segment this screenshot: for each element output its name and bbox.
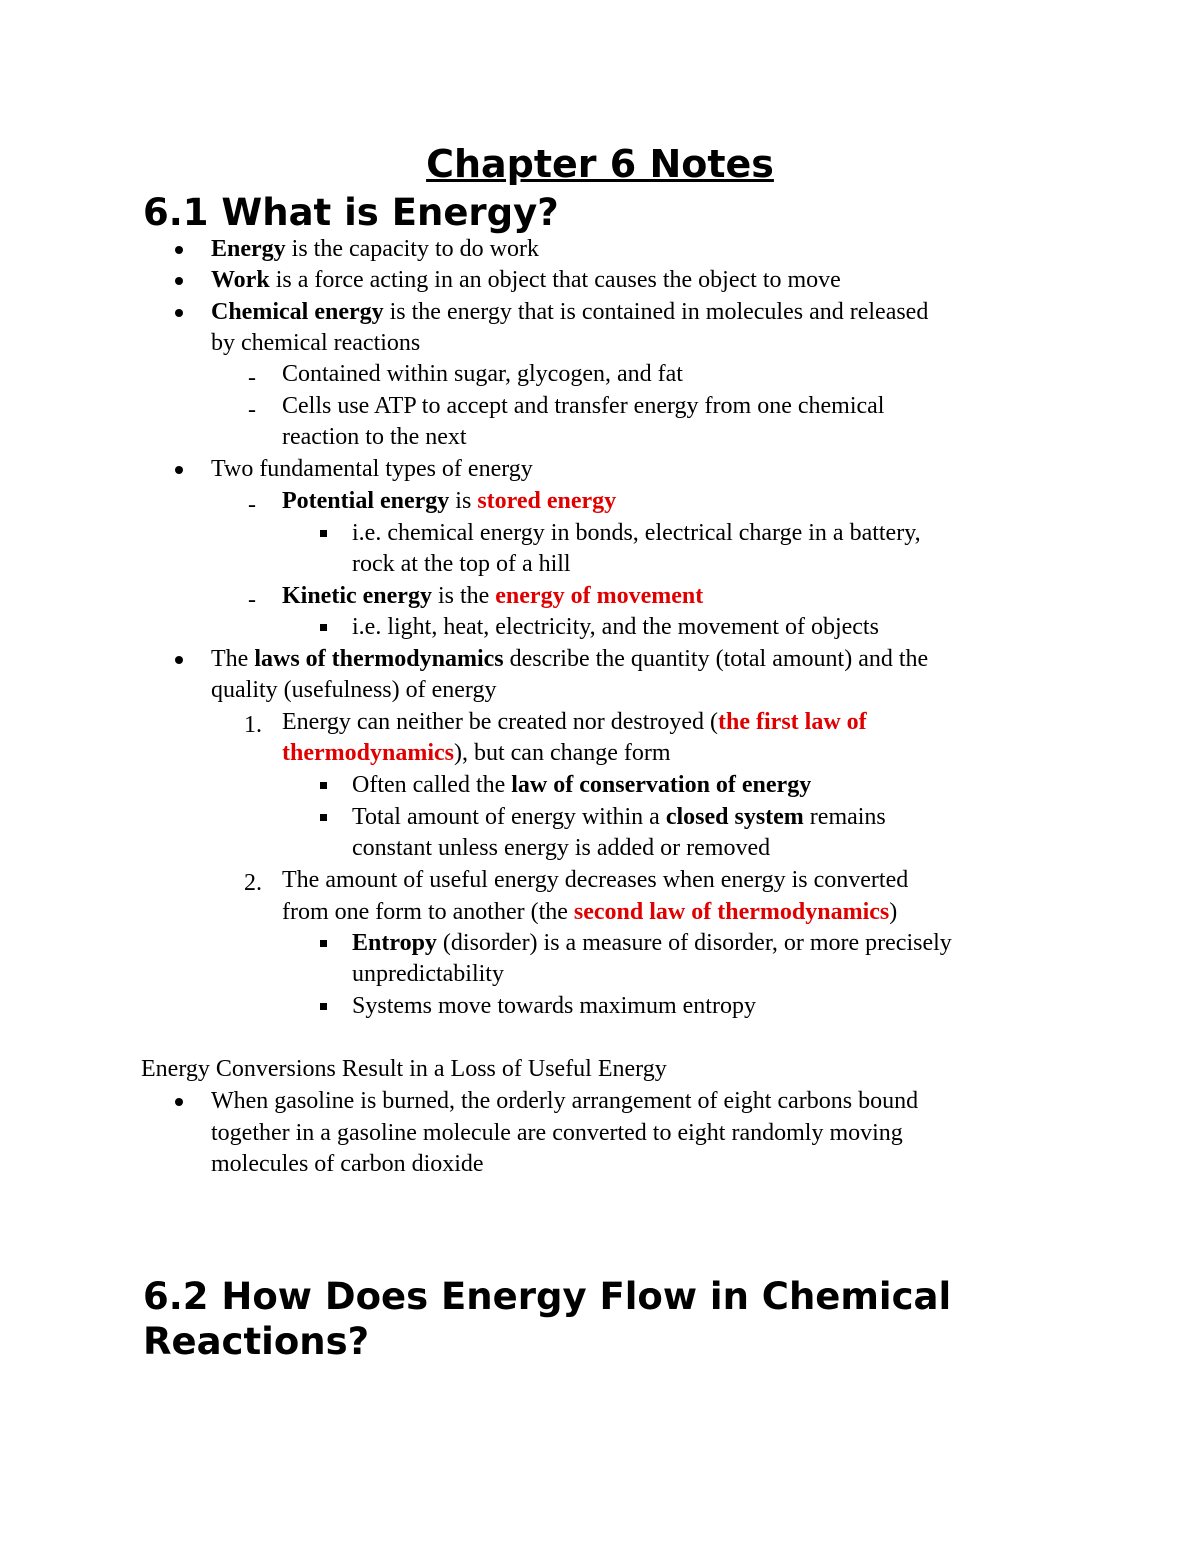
dash-marker-icon: - [248,492,256,518]
highlight-second-law: second law of thermodynamics [573,899,890,925]
item-text: from one form to another (the [282,899,574,925]
list-item-continuation: together in a gasoline molecule are converted to eight randomly moving [211,1120,903,1146]
sub-item-continuation: reaction to the next [282,424,467,450]
square-bullet-icon [320,530,327,537]
highlight-energy-of-movement: energy of movement [495,583,704,609]
sub-item-entropy [352,928,952,960]
item-text: is [449,488,478,514]
term-potential-energy: Potential energy [282,488,450,514]
term-kinetic-energy: Kinetic energy [282,583,432,609]
section-heading-6-1: 6.1 What is Energy? [143,191,559,234]
sub-sub-item-kinetic-example: i.e. light, heat, electricity, and the movement of objects [352,614,879,640]
list-item-continuation: molecules of carbon dioxide [211,1151,484,1177]
item-text: Often called the [352,772,512,798]
section-heading-6-2-continuation: Reactions? [143,1320,370,1363]
page-title: Chapter 6 Notes [426,142,774,186]
dash-marker-icon: - [248,587,256,613]
square-bullet-icon [320,940,327,947]
bullet-dot-icon [175,246,183,254]
sub-item-potential [282,486,616,518]
bullet-dot-icon [175,277,183,285]
sub-item-atp: Cells use ATP to accept and transfer energy from one chemical [282,393,885,419]
sub-item-contained: Contained within sugar, glycogen, and fat [282,361,683,387]
square-bullet-icon [320,814,327,821]
item-text: describe the quantity (total amount) and the [503,646,929,672]
bullet-dot-icon [175,1098,183,1106]
term-work: Work [211,267,270,293]
list-item-two-types: Two fundamental types of energy [211,456,533,482]
term-closed-system: closed system [665,804,804,830]
item-text: is the energy that is contained in molecules and released [383,299,929,325]
square-bullet-icon [320,782,327,789]
item-text: ) [889,899,898,925]
highlight-thermodynamics: thermodynamics [282,740,454,766]
term-law-of-conservation: law of conservation of energy [511,772,812,798]
list-item-gasoline: When gasoline is burned, the orderly arrangement of eight carbons bound [211,1088,919,1114]
sub-item-max-entropy: Systems move towards maximum entropy [352,993,756,1019]
sub-item-conservation [352,770,811,802]
term-chemical-energy: Chemical energy [211,299,384,325]
term-entropy: Entropy [352,930,437,956]
term-energy: Energy [211,236,286,262]
list-item-energy [211,234,539,266]
bullet-dot-icon [175,466,183,474]
item-text: is a force acting in an object that causes the object to move [269,267,841,293]
item-text: Energy can neither be created nor destroyed ( [282,709,719,735]
list-item-continuation: by chemical reactions [211,330,421,356]
numbered-item-continuation [282,897,897,929]
item-text: is the capacity to do work [285,236,539,262]
subheading-energy-conversions: Energy Conversions Result in a Loss of Useful Energy [141,1056,667,1082]
dash-marker-icon: - [248,397,256,423]
sub-item-continuation: constant unless energy is added or removed [352,835,771,861]
dash-marker-icon: - [248,365,256,391]
highlight-stored-energy: stored energy [477,488,617,514]
bullet-dot-icon [175,309,183,317]
sub-sub-item-continuation: rock at the top of a hill [352,551,571,577]
square-bullet-icon [320,624,327,631]
sub-item-closed-system [352,802,886,834]
item-text: The [211,646,255,672]
sub-sub-item-potential-example: i.e. chemical energy in bonds, electrical charge in a battery, [352,520,921,546]
item-text: ), but can change form [453,740,671,766]
item-text: (disorder) is a measure of disorder, or more precisely [436,930,952,956]
list-item-laws [211,644,928,676]
item-text: is the [431,583,496,609]
numbered-item-first-law [282,707,867,739]
square-bullet-icon [320,1003,327,1010]
list-item-work [211,265,841,297]
list-number: 2. [244,870,262,896]
list-number: 1. [244,712,262,738]
list-item-chemical-energy [211,297,928,329]
item-text: Total amount of energy within a [352,804,666,830]
bullet-dot-icon [175,656,183,664]
highlight-first-law: the first law of [718,709,867,735]
section-heading-6-2: 6.2 How Does Energy Flow in Chemical [143,1275,952,1318]
item-text: remains [803,804,886,830]
list-item-continuation: quality (usefulness) of energy [211,677,497,703]
numbered-item-second-law: The amount of useful energy decreases when energy is converted [282,867,909,893]
numbered-item-continuation [282,738,671,770]
sub-item-continuation: unpredictability [352,961,504,987]
sub-item-kinetic [282,581,703,613]
term-laws-of-thermodynamics: laws of thermodynamics [254,646,504,672]
